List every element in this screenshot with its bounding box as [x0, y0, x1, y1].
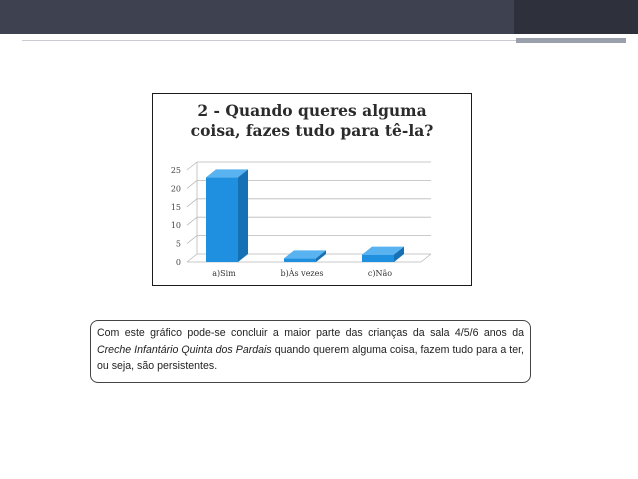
bar-side [238, 169, 248, 262]
conclusion-text-part1: Com este gráfico pode-se concluir a maior parte das crianças da sala 4/5/6 anos da [97, 327, 524, 339]
grid-diagonal [187, 199, 197, 207]
conclusion-school-name: Creche Infantário Quinta dos Pardais [97, 343, 272, 356]
title-bar [0, 0, 638, 34]
grid-diagonal [187, 254, 197, 262]
grid-diagonal [187, 236, 197, 244]
y-tick-label: 15 [170, 202, 181, 212]
y-tick-label: 10 [170, 221, 181, 231]
floor-side-edge [421, 254, 431, 262]
x-tick-label: b)Às vezes [280, 269, 324, 278]
y-tick-label: 25 [170, 166, 181, 175]
chart-container [152, 93, 472, 286]
y-tick-label: 0 [175, 258, 181, 267]
header-rule-tab [516, 38, 626, 43]
chart-title: 2 - Quando queres alguma coisa, fazes tudo para tê-la? [190, 101, 434, 140]
bar-chart [153, 94, 471, 285]
title-bar-accent [514, 0, 638, 34]
grid-diagonal [187, 180, 197, 188]
bar [206, 177, 238, 262]
y-tick-label: 5 [175, 239, 181, 249]
bar [362, 255, 394, 262]
grid-diagonal [187, 162, 197, 170]
x-tick-label: c)Não [367, 269, 393, 278]
y-tick-label: 20 [170, 184, 181, 194]
bar [284, 258, 316, 262]
conclusion-text-part2: quando querem alguma coisa, fazem tudo para a ter, ou seja, são persistentes. [97, 343, 524, 372]
conclusion-box [90, 320, 531, 383]
x-tick-label: a)Sim [212, 269, 236, 278]
conclusion-text [97, 325, 524, 375]
grid-diagonal [187, 217, 197, 225]
